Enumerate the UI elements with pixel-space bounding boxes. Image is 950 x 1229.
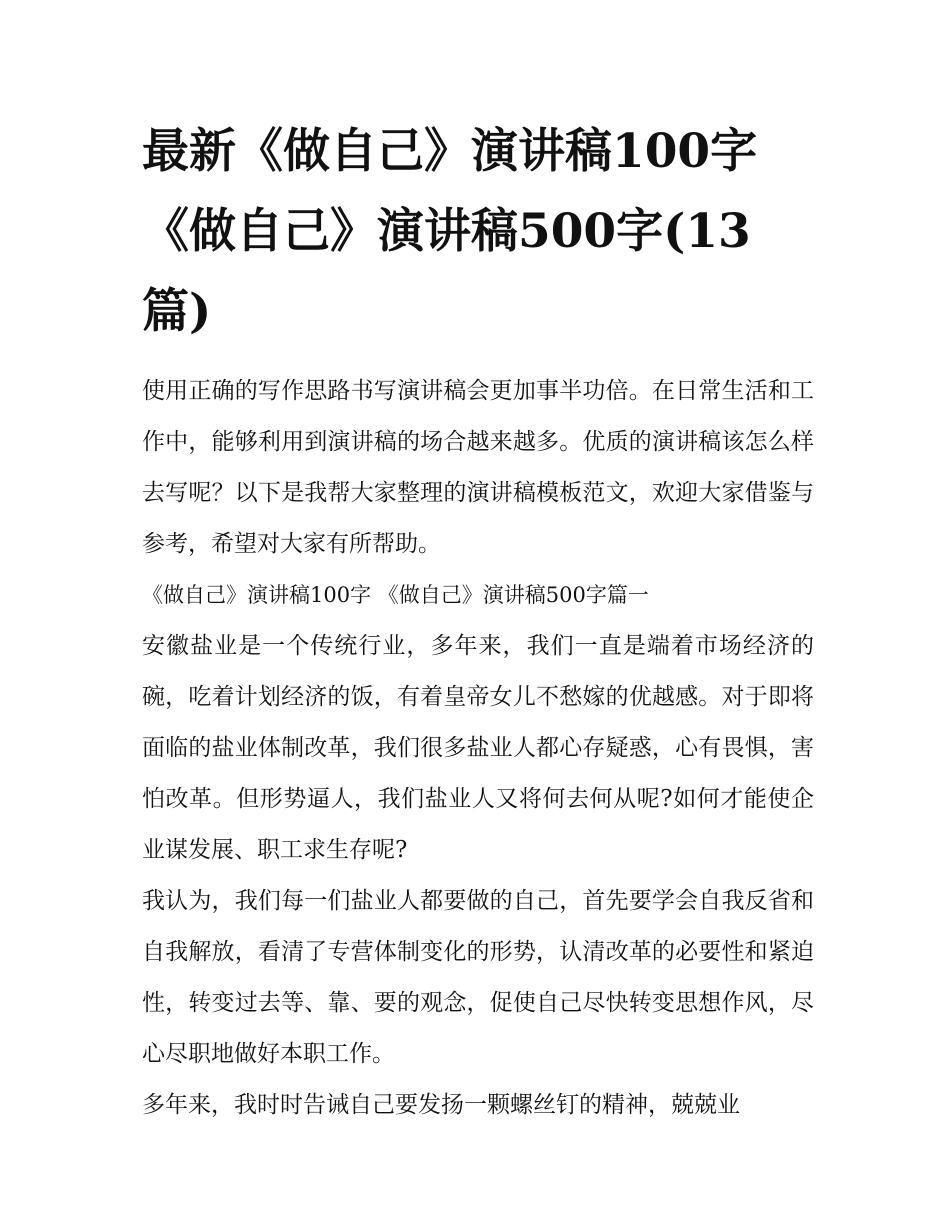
body-paragraph-1: 安徽盐业是一个传统行业，多年来，我们一直是端着市场经济的碗，吃着计划经济的饭，有着皇帝女儿不愁嫁的优越感。对于即将面临的盐业体制改革，我们很多盐业人都心存疑惑，心有畏惧，害怕改革。但形势逼人，我们盐业人又将何去何从呢?如何才能使企业谋发展、职工求生存呢? xyxy=(142,633,814,863)
section-heading: 《做自己》演讲稿100字 《做自己》演讲稿500字篇一 xyxy=(142,583,649,607)
body-paragraph-2: 我认为，我们每一们盐业人都要做的自己，首先要学会自我反省和自我解放，看清了专营体制变化的形势，认清改革的必要性和紧迫性，转变过去等、靠、要的观念，促使自己尽快转变思想作风，尽心尽职地做好本职工作。 xyxy=(142,888,814,1067)
intro-paragraph: 使用正确的写作思路书写演讲稿会更加事半功倍。在日常生活和工作中，能够利用到演讲稿的场合越来越多。优质的演讲稿该怎么样去写呢？以下是我帮大家整理的演讲稿模板范文，欢迎大家借鉴与参考，希望对大家有所帮助。 xyxy=(142,378,814,557)
document-title: 最新《做自己》演讲稿100字《做自己》演讲稿500字(13篇) xyxy=(142,124,758,339)
document-body xyxy=(142,112,814,1131)
body-paragraph-3: 多年来，我时时告诫自己要发扬一颗螺丝钉的精神，兢兢业 xyxy=(142,1092,740,1118)
